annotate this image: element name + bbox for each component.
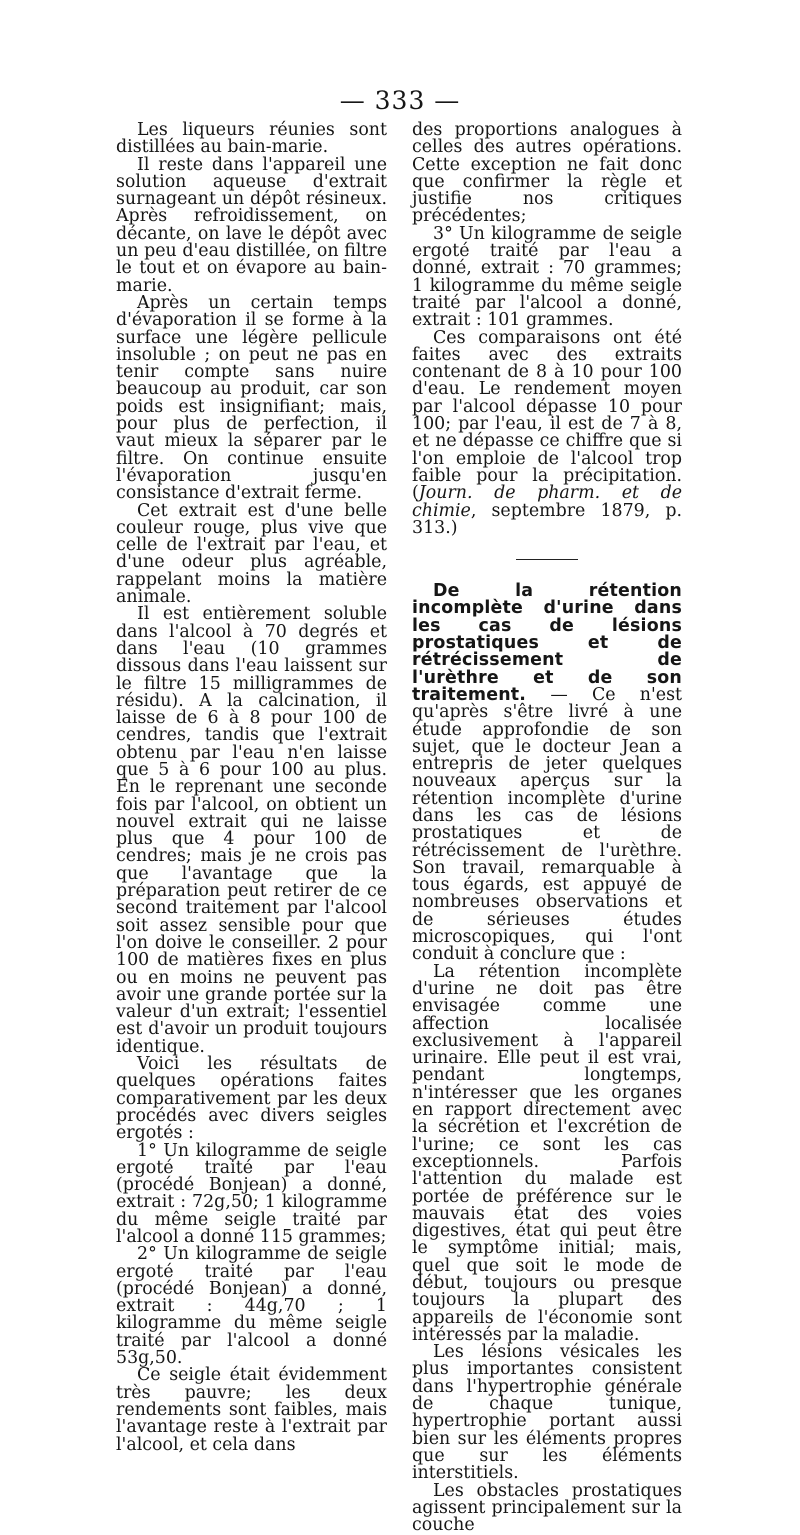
page-number: — 333 — [339,86,461,115]
paragraph: Les obstacles prostatiques agissent principalement sur la couche [412,1480,682,1535]
section-paragraph [412,583,682,964]
paragraph: 1° Un kilogramme de seigle ergoté traité par l'eau (procédé Bonjean) a donné, extrait : 72g,50; 1 kilogramme du même seigle traité par l'alcool a donné 115 grammes; [116,1140,387,1247]
paragraph-continuation: des proportions analogues à celles des autres opérations. Cette exception ne fait donc que confirmer la règle et justifie nos critiques précédentes; [412,120,682,227]
paragraph-with-citation [412,327,682,538]
paragraph: Les lésions vésicales les plus importantes consistent dans l'hypertrophie générale de chaque tunique, hypertrophie portant aussi bien sur les éléments propres que sur les éléments interstitiels. [412,1342,682,1484]
paragraph: Voici les résultats de quelques opérations faites comparativement par les deux procédés avec divers seigles ergotés : [116,1054,387,1144]
citation-details: , septembre 1879, p. 313.) [412,500,682,538]
paragraph: Il est entièrement soluble dans l'alcool à 70 degrés et dans l'eau (10 grammes dissous dans l'eau laissent sur le filtre 15 milligrammes de résidu). A la calcination, il laisse de 6 à 8 pour 100 de cendres, tandis que l'extrait obtenu par l'eau n'en laisse que 5 à 6 pour 100 au plus. En le reprenant une seconde fois par l'alcool, on obtient un nouvel extrait qui ne laisse plus que 4 pour 100 de cendres; mais je ne crois pas que l'avantage que la préparation peut retirer de ce second traitement par l'alcool soit assez sensible pour que l'on doive le conseiller. 2 pour 100 de matières fixes en plus ou en moins ne peuvent pas avoir une grande portée sur la valeur d'un extrait; l'essentiel est d'avoir un produit toujours identique. [116,604,387,1057]
left-column [116,122,387,1454]
paragraph: Ce seigle était évidemment très pauvre; les deux rendements sont faibles, mais l'avantage reste à l'extrait par l'alcool, et cela dans [116,1365,387,1455]
paragraph: 3° Un kilogramme de seigle ergoté traité par l'eau a donné, extrait : 70 grammes; 1 kilogramme du même seigle traité par l'alcool a donné, extrait : 101 grammes. [412,223,682,331]
section-intro: — Ce n'est qu'après s'être livré à une étude approfondie de son sujet, que le docteur Jean a entrepris de jeter quelques nouveaux aperçus sur la rétention incomplète d'urine dans les cas de lésions prostatiques et de rétrécissement de l'urèthre. Son travail, remarquable à tous égards, est appuyé de nombreuses observations et de sérieuses études microscopiques, qui l'ont conduit à conclure que : [412,684,682,965]
paragraph: La rétention incomplète d'urine ne doit pas être envisagée comme une affection localisée exclusivement à l'appareil urinaire. Elle peut il est vrai, pendant longtemps, n'intéresser que les organes en rapport directement avec la sécrétion et l'excrétion de l'urine; ce sont les cas exceptionnels. Parfois l'attention du malade est portée de préférence sur le mauvais état des voies digestives, état qui peut être le symptôme initial; mais, quel que soit le mode de début, toujours ou presque toujours la plupart des appareils de l'économie sont intéressés par la maladie. [412,961,682,1345]
paragraph: Il reste dans l'appareil une solution aqueuse d'extrait surnageant un dépôt résineux. Après refroidissement, on décante, on lave le dépôt avec un peu d'eau distillée, on filtre le tout et on évapore au bain-marie. [116,154,387,296]
section-heading: De la rétention incomplète d'urine dans les cas de lésions prostatiques et de rétrécissement de l'urèthre et de son traitement. [412,581,682,705]
paragraph: 2° Un kilogramme de seigle ergoté traité par l'eau (procédé Bonjean) a donné, extrait : 44g,70 ; 1 kilogramme du même seigle traité par l'alcool a donné 53g,50. [116,1244,387,1369]
right-column [412,122,682,1534]
paragraph: Cet extrait est d'une belle couleur rouge, plus vive que celle de l'extrait par l'eau, et d'une odeur plus agréable, rappelant moins la matière animale. [116,500,387,608]
paragraph-text: Ces comparaisons ont été faites avec des extraits contenant de 8 à 10 pour 100 d'eau. Le rendement moyen par l'alcool dépasse 10 pour 100; par l'eau, il est de 7 à 8, et ne dépasse ce chiffre que si l'on emploie de l'alcool trop faible pour la précipitation. ( [412,327,682,504]
citation-journal: Journ. de pharm. et de chimie [412,483,682,521]
paragraph: Les liqueurs réunies sont distillées au bain-marie. [116,120,387,158]
paragraph: Après un certain temps d'évaporation il se forme à la surface une légère pellicule insoluble ; on peut ne pas en tenir compte sans nuire beaucoup au produit, car son poids est insignifiant; mais, pour plus de perfection, il vaut mieux la séparer par le filtre. On continue ensuite l'évaporation jusqu'en consistance d'extrait ferme. [116,292,387,504]
section-divider [516,559,578,560]
